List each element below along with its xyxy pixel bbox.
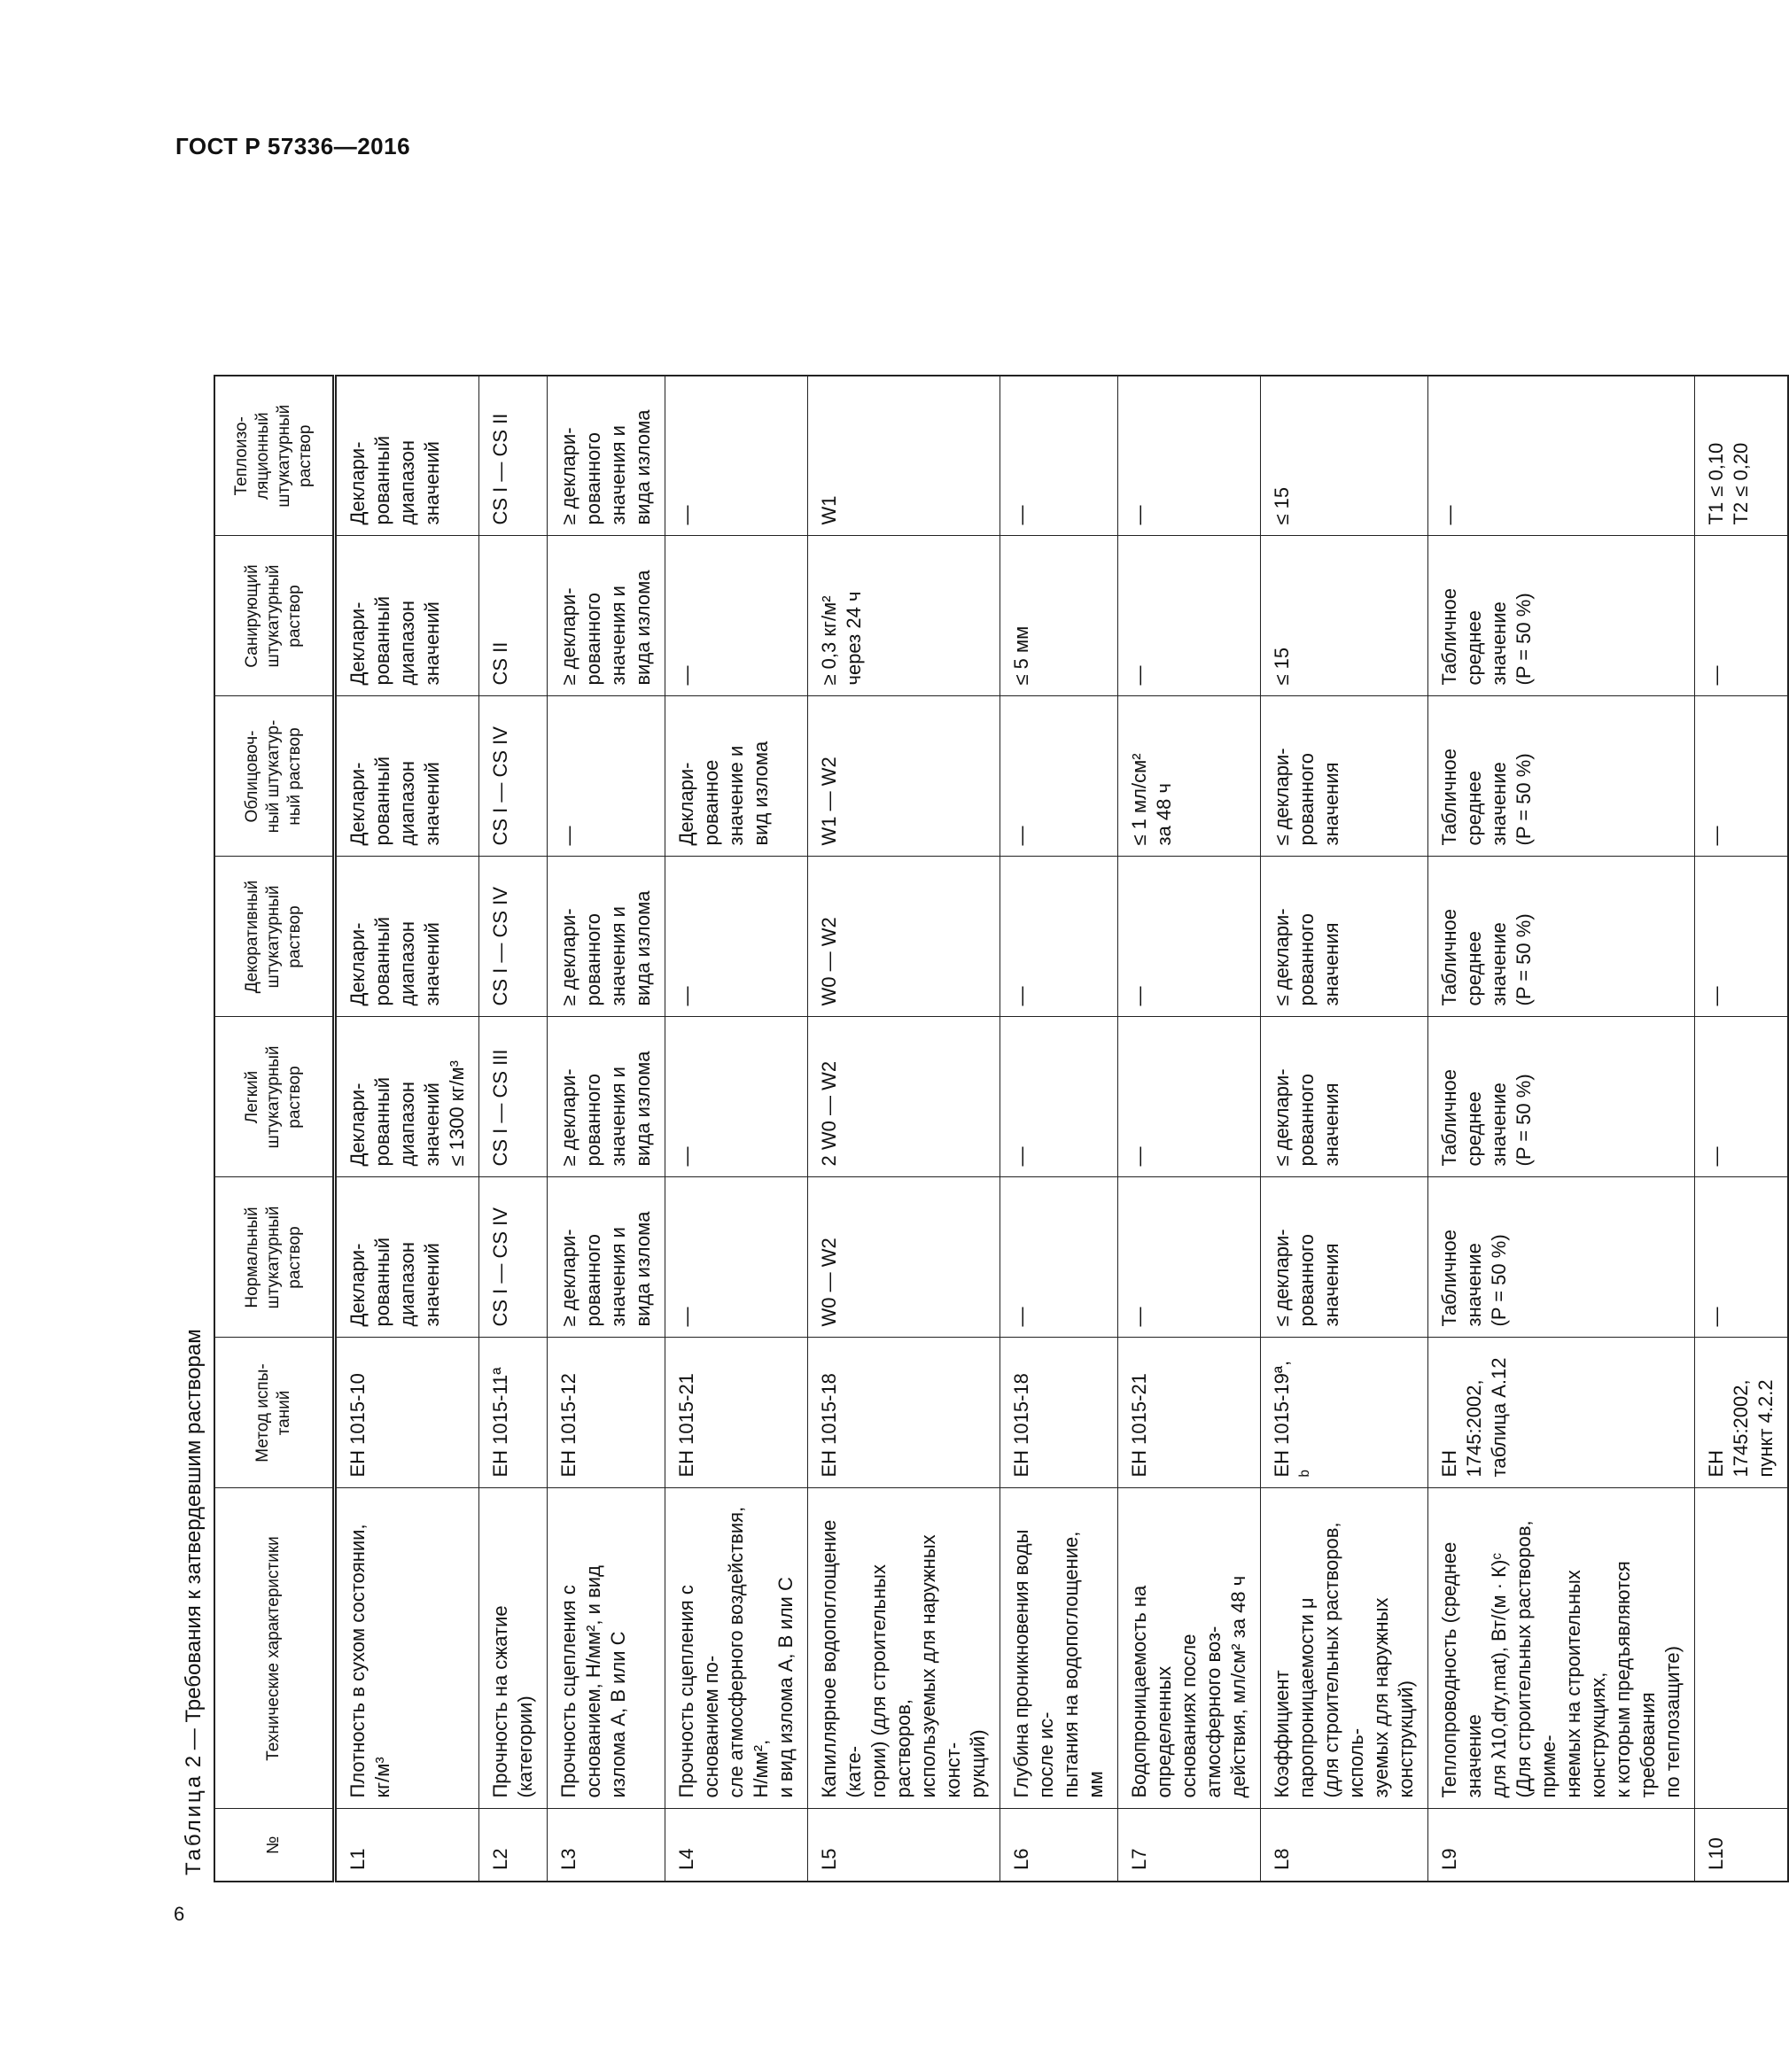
cell-decorative: CS I — CS IV	[478, 857, 547, 1017]
row-number: L4	[665, 1809, 807, 1882]
cell-normal: —	[1694, 1177, 1788, 1338]
cell-normal: —	[1117, 1177, 1260, 1338]
cell-normal: W0 — W2	[807, 1177, 1000, 1338]
header-decorative: Декоративный штукатурный раствор	[214, 857, 334, 1017]
row-number: L3	[547, 1809, 665, 1882]
row-characteristic: Водопроницаемость на определенных основаниях после атмосферного воз- действия, мл/см² за 48 ч	[1117, 1488, 1260, 1809]
header-method: Метод испы- таний	[214, 1338, 334, 1488]
page-number: 6	[174, 1903, 185, 1925]
row-number: L5	[807, 1809, 1000, 1882]
rotated-table-block	[173, 376, 1777, 1882]
cell-renovating: —	[1694, 536, 1788, 696]
row-characteristic: Прочность сцепления с основанием по- сле атмосферного воздействия, Н/мм², и вид излома А, В или С	[665, 1488, 807, 1809]
row-method: ЕН 1015-18	[1000, 1338, 1117, 1488]
row-characteristic	[1694, 1488, 1788, 1809]
row-characteristic: Капиллярное водопоглощение (кате- гории) (для строительных растворов, используемых для наружных конст- рукций)	[807, 1488, 1000, 1809]
table-row	[334, 376, 478, 1882]
cell-facing: W1 — W2	[807, 696, 1000, 857]
cell-facing: —	[1694, 696, 1788, 857]
cell-facing: ≤ деклари- рованного значения	[1260, 696, 1427, 857]
cell-facing: Табличное среднее значение (P = 50 %)	[1427, 696, 1694, 857]
row-number: L9	[1427, 1809, 1694, 1882]
row-number: L7	[1117, 1809, 1260, 1882]
table-row	[547, 376, 665, 1882]
row-number: L8	[1260, 1809, 1427, 1882]
cell-insulating: —	[665, 376, 807, 536]
cell-light: ≤ деклари- рованного значения	[1260, 1017, 1427, 1177]
row-method: ЕН 1015-18	[807, 1338, 1000, 1488]
cell-renovating: ≥ деклари- рованного значения и вида излома	[547, 536, 665, 696]
cell-decorative: —	[1117, 857, 1260, 1017]
header-light: Легкий штукатурный раствор	[214, 1017, 334, 1177]
row-method: ЕН 1015-21	[1117, 1338, 1260, 1488]
cell-insulating: T1 ≤ 0,10 T2 ≤ 0,20	[1694, 376, 1788, 536]
cell-facing: Деклари- рованное значение и вид излома	[665, 696, 807, 857]
cell-insulating: —	[1117, 376, 1260, 536]
cell-decorative: —	[1694, 857, 1788, 1017]
row-characteristic: Глубина проникновения воды после ис- пытания на водопоглощение, мм	[1000, 1488, 1117, 1809]
cell-light: Табличное среднее значение (P = 50 %)	[1427, 1017, 1694, 1177]
cell-decorative: —	[1000, 857, 1117, 1017]
cell-light: 2 W0 — W2	[807, 1017, 1000, 1177]
row-method: ЕН 1745:2002, пункт 4.2.2	[1694, 1338, 1788, 1488]
cell-light: Деклари- рованный диапазон значений ≤ 1300 кг/м³	[334, 1017, 478, 1177]
cell-renovating: Деклари- рованный диапазон значений	[334, 536, 478, 696]
cell-decorative: ≥ деклари- рованного значения и вида излома	[547, 857, 665, 1017]
table-caption	[182, 1329, 206, 1875]
cell-facing: —	[1000, 696, 1117, 857]
table-row	[807, 376, 1000, 1882]
cell-renovating: ≥ 0,3 кг/м² через 24 ч	[807, 536, 1000, 696]
cell-light: —	[1694, 1017, 1788, 1177]
cell-decorative: Табличное среднее значение (P = 50 %)	[1427, 857, 1694, 1017]
row-method: ЕН 1015-11ª	[478, 1338, 547, 1488]
cell-insulating: —	[1427, 376, 1694, 536]
cell-renovating: ≤ 5 мм	[1000, 536, 1117, 696]
cell-light: ≥ деклари- рованного значения и вида излома	[547, 1017, 665, 1177]
cell-normal: ≥ деклари- рованного значения и вида излома	[547, 1177, 665, 1338]
row-number: L10	[1694, 1809, 1788, 1882]
cell-renovating: Табличное среднее значение (P = 50 %)	[1427, 536, 1694, 696]
requirements-table	[214, 375, 1789, 1882]
cell-normal: Табличное значение (P = 50 %)	[1427, 1177, 1694, 1338]
cell-normal: Деклари- рованный диапазон значений	[334, 1177, 478, 1338]
row-method: ЕН 1015-12	[547, 1338, 665, 1488]
cell-decorative: Деклари- рованный диапазон значений	[334, 857, 478, 1017]
row-characteristic: Плотность в сухом состоянии, кг/м³	[334, 1488, 478, 1809]
table-row	[478, 376, 547, 1882]
cell-decorative: —	[665, 857, 807, 1017]
cell-insulating: CS I — CS II	[478, 376, 547, 536]
cell-insulating: ≤ 15	[1260, 376, 1427, 536]
row-method: ЕН 1745:2002, таблица А.12	[1427, 1338, 1694, 1488]
cell-normal: —	[665, 1177, 807, 1338]
cell-light: —	[1117, 1017, 1260, 1177]
cell-facing: ≤ 1 мл/см² за 48 ч	[1117, 696, 1260, 857]
header-number: №	[214, 1809, 334, 1882]
header-facing: Облицовоч- ный штукатур- ный раствор	[214, 696, 334, 857]
cell-insulating: —	[1000, 376, 1117, 536]
cell-light: —	[1000, 1017, 1117, 1177]
cell-decorative: ≤ деклари- рованного значения	[1260, 857, 1427, 1017]
table-row	[665, 376, 807, 1882]
row-number: L6	[1000, 1809, 1117, 1882]
table-header-row	[214, 376, 334, 1882]
cell-facing: Деклари- рованный диапазон значений	[334, 696, 478, 857]
row-characteristic: Прочность сцепления с основанием, Н/мм², и вид излома А, В или С	[547, 1488, 665, 1809]
cell-insulating: W1	[807, 376, 1000, 536]
header-normal: Нормальный штукатурный раствор	[214, 1177, 334, 1338]
document-header: ГОСТ Р 57336—2016	[175, 133, 411, 159]
row-characteristic: Теплопроводность (среднее значение для λ10,dry,mat), Вт/(м · К)ᶜ (Для строительных растворов, приме- няемых на строительных конструкциях, к которым предъявляются требования по теплозащите)	[1427, 1488, 1694, 1809]
cell-renovating: —	[665, 536, 807, 696]
cell-normal: ≤ деклари- рованного значения	[1260, 1177, 1427, 1338]
row-method: ЕН 1015-21	[665, 1338, 807, 1488]
cell-renovating: —	[1117, 536, 1260, 696]
cell-facing: —	[547, 696, 665, 857]
row-method: ЕН 1015-19ª, ᵇ	[1260, 1338, 1427, 1488]
header-characteristics: Технические характеристики	[214, 1488, 334, 1809]
cell-normal: CS I — CS IV	[478, 1177, 547, 1338]
table-row	[1000, 376, 1117, 1882]
cell-light: CS I — CS III	[478, 1017, 547, 1177]
table-row	[1260, 376, 1427, 1882]
table-row	[1694, 376, 1788, 1882]
table-row	[1117, 376, 1260, 1882]
cell-renovating: ≤ 15	[1260, 536, 1427, 696]
header-insulating: Теплоизо- ляционный штукатурный раствор	[214, 376, 334, 536]
table-row	[1427, 376, 1694, 1882]
cell-renovating: CS II	[478, 536, 547, 696]
caption-table-word: Таблица	[182, 1773, 206, 1875]
cell-decorative: W0 — W2	[807, 857, 1000, 1017]
row-characteristic: Прочность на сжатие (категории)	[478, 1488, 547, 1809]
row-characteristic: Коэффициент паропроницаемости μ (для строительных растворов, исполь- зуемых для наружных конструкций)	[1260, 1488, 1427, 1809]
cell-light: —	[665, 1017, 807, 1177]
caption-text: 2 — Требования к затвердевшим растворам	[182, 1329, 206, 1773]
header-renovating: Санирующий штукатурный раствор	[214, 536, 334, 696]
row-number: L2	[478, 1809, 547, 1882]
cell-normal: —	[1000, 1177, 1117, 1338]
cell-facing: CS I — CS IV	[478, 696, 547, 857]
row-method: ЕН 1015-10	[334, 1338, 478, 1488]
cell-insulating: Деклари- рованный диапазон значений	[334, 376, 478, 536]
cell-insulating: ≥ деклари- рованного значения и вида излома	[547, 376, 665, 536]
row-number: L1	[334, 1809, 478, 1882]
